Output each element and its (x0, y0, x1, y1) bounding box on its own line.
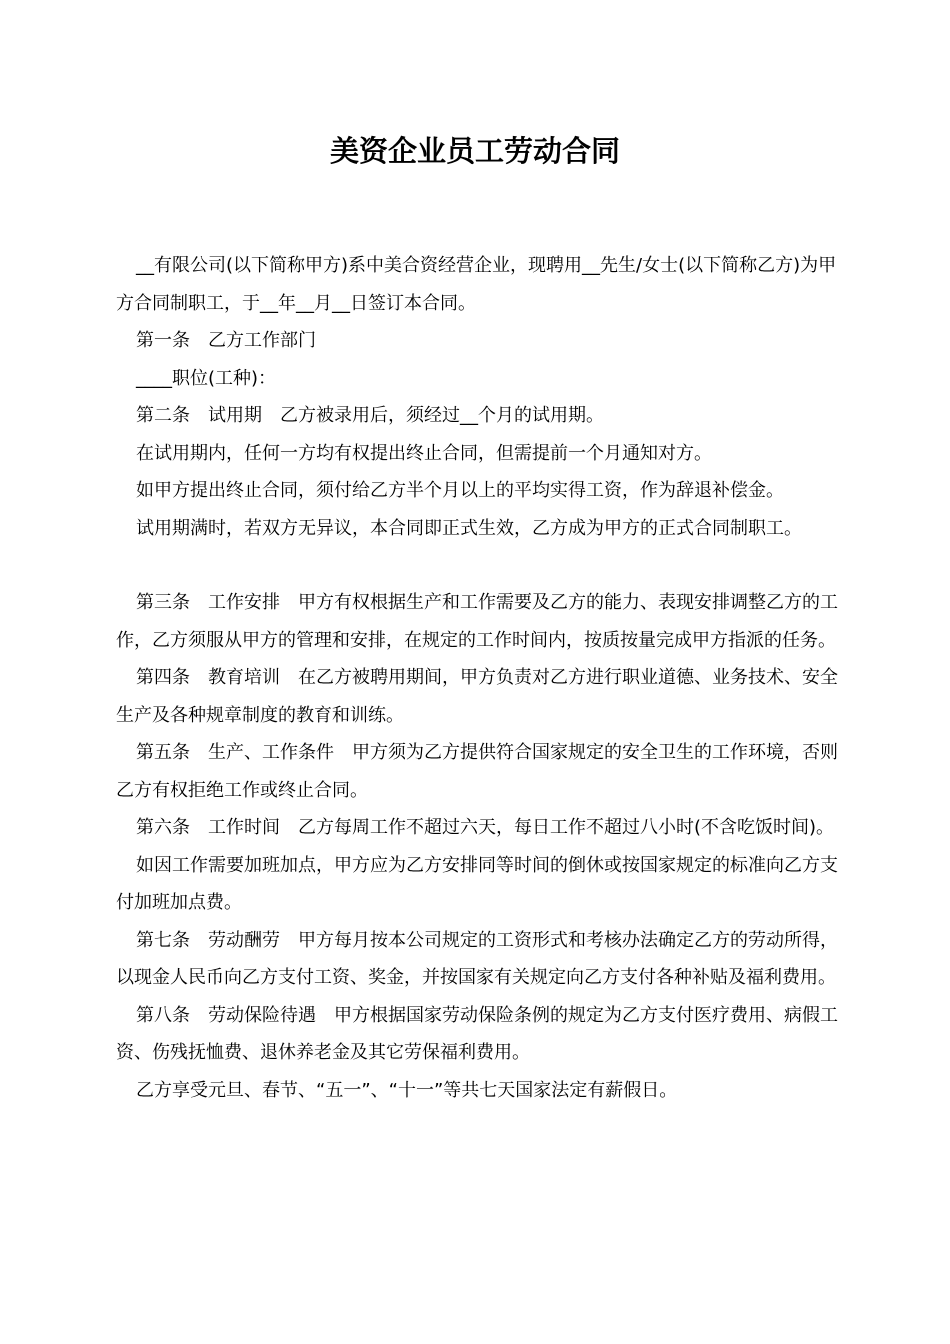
article-1-heading: 第一条 乙方工作部门 (136, 330, 316, 351)
article-2-compensation: 如甲方提出终止合同，须付给乙方半个月以上的平均实得工资，作为辞退补偿金。 (136, 480, 784, 501)
article-5-work-conditions: 第五条 生产、工作条件 甲方须为乙方提供符合国家规定的安全卫生的工作环境，否则乙方有权拒绝工作或终止合同。 (116, 742, 838, 801)
contract-body (116, 247, 846, 1109)
article-2-termination-right: 在试用期内，任何一方均有权提出终止合同，但需提前一个月通知对方。 (136, 442, 712, 464)
paragraph-gap (116, 547, 846, 584)
intro-paragraph: __有限公司(以下简称甲方)系中美合资经营企业，现聘用__先生/女士(以下简称乙方)为甲方合同制职工，于__年__月__日签订本合同。 (116, 255, 837, 314)
document-title: 美资企业员工劳动合同 (329, 134, 620, 168)
article-3-work-arrangement: 第三条 工作安排 甲方有权根据生产和工作需要及乙方的能力、表现安排调整乙方的工作，乙方须服从甲方的管理和安排，在规定的工作时间内，按质按量完成甲方指派的任务。 (116, 592, 838, 651)
article-2-formal-effect: 试用期满时，若双方无异议，本合同即正式生效，乙方成为甲方的正式合同制职工。 (136, 517, 802, 539)
article-1-position: ____职位(工种)： (136, 367, 277, 389)
article-4-training: 第四条 教育培训 在乙方被聘用期间，甲方负责对乙方进行职业道德、业务技术、安全生产及各种规章制度的教育和训练。 (116, 667, 838, 726)
article-8-insurance: 第八条 劳动保险待遇 甲方根据国家劳动保险条例的规定为乙方支付医疗费用、病假工资、伤残抚恤费、退休养老金及其它劳保福利费用。 (116, 1004, 838, 1063)
article-6-working-hours: 第六条 工作时间 乙方每周工作不超过六天，每日工作不超过八小时(不含吃饭时间)。 (136, 817, 835, 838)
article-2-probation: 第二条 试用期 乙方被录用后，须经过__个月的试用期。 (136, 405, 604, 426)
article-8-holidays: 乙方享受元旦、春节、“五一”、“十一”等共七天国家法定有薪假日。 (136, 1079, 678, 1101)
article-6-overtime: 如因工作需要加班加点，甲方应为乙方安排同等时间的倒休或按国家规定的标准向乙方支付加班加点费。 (116, 854, 838, 913)
article-7-remuneration: 第七条 劳动酬劳 甲方每月按本公司规定的工资形式和考核办法确定乙方的劳动所得，以现金人民币向乙方支付工资、奖金，并按国家有关规定向乙方支付各种补贴及福利费用。 (116, 929, 838, 988)
